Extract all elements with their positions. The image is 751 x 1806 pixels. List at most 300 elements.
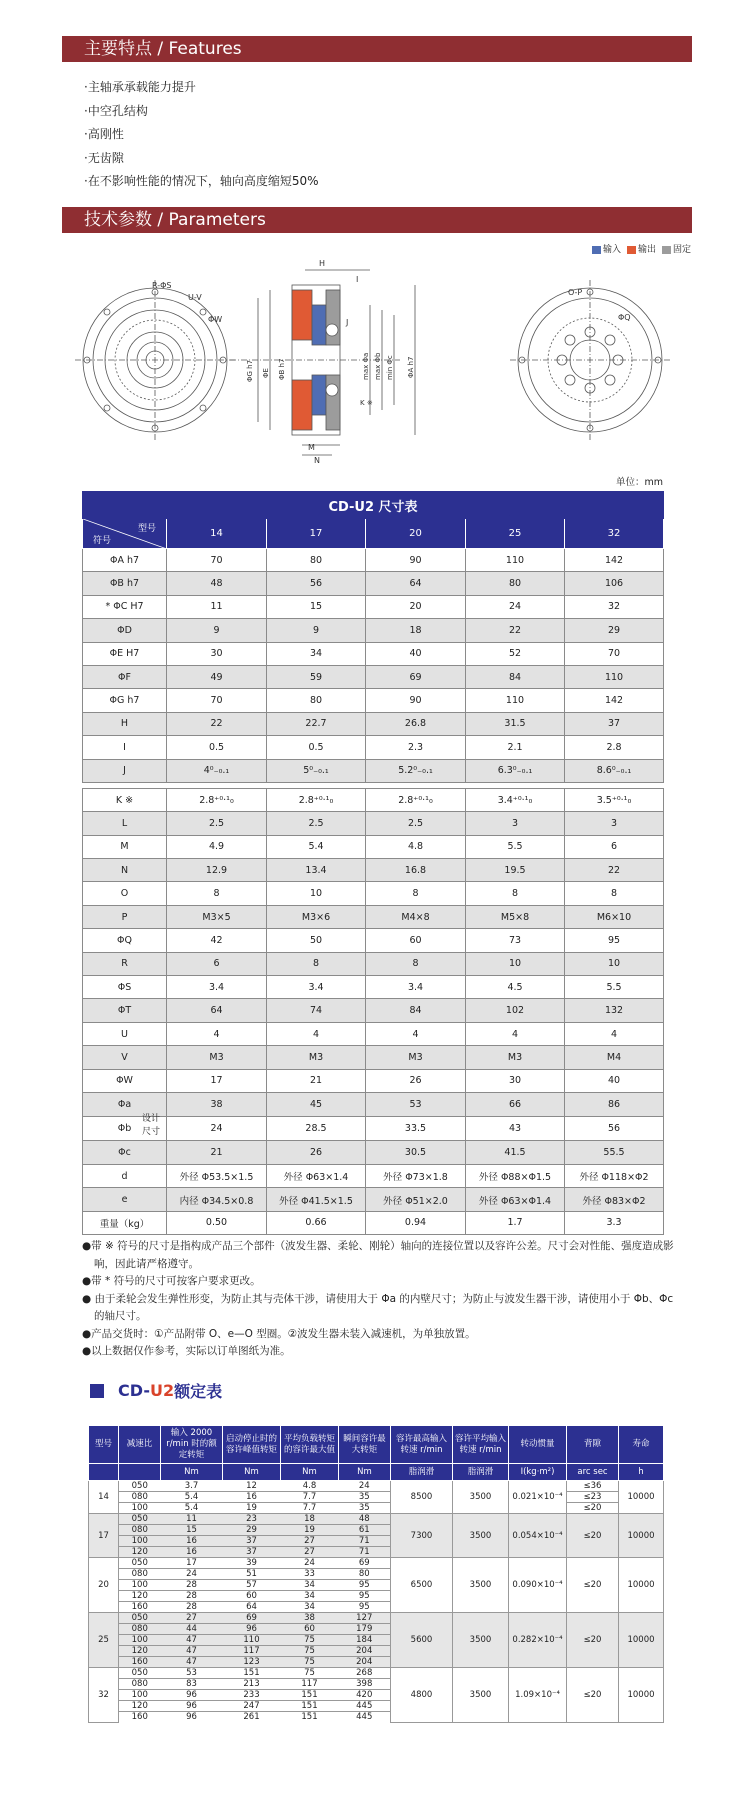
rated-inertia: 0.282×10⁻⁴ — [509, 1613, 567, 1668]
value-cell: 45 — [267, 1092, 366, 1116]
value-cell: 30.5 — [366, 1140, 466, 1164]
value-cell: 外径 Φ83×Φ2 — [565, 1188, 664, 1211]
value-cell: 29 — [565, 619, 664, 642]
symbol-cell: H — [83, 712, 167, 735]
note-item: ●带 * 符号的尺寸可按客户要求更改。 — [82, 1275, 261, 1287]
feature-item: ·无齿隙 — [84, 150, 124, 165]
value-cell: 21 — [267, 1069, 366, 1092]
rated-value: 15 — [161, 1525, 223, 1536]
value-cell: M4×8 — [366, 905, 466, 928]
rated-value: 120 — [119, 1591, 161, 1602]
value-cell: 4 — [366, 1022, 466, 1045]
rated-value: 75 — [281, 1635, 339, 1646]
value-cell: 66 — [466, 1092, 565, 1116]
corner-model-label: 型号 — [137, 524, 156, 534]
rated-value: 080 — [119, 1525, 161, 1536]
rated-backlash: ≤20 — [567, 1514, 619, 1558]
value-cell: 43 — [466, 1116, 565, 1140]
label-k: K ※ — [360, 399, 373, 407]
rated-value: 16 — [161, 1536, 223, 1547]
value-cell: 外径 Φ53.5×1.5 — [167, 1164, 267, 1187]
symbol-cell: d — [83, 1164, 167, 1187]
label-m: M — [308, 443, 315, 452]
rated-value: 050 — [119, 1514, 161, 1525]
value-cell: 74 — [267, 999, 366, 1022]
rated-value: 398 — [339, 1679, 391, 1690]
value-cell: 外径 Φ51×2.0 — [366, 1188, 466, 1211]
rated-value: 60 — [281, 1624, 339, 1635]
table-row — [83, 1022, 664, 1045]
value-cell: 10 — [565, 952, 664, 975]
rated-value: 100 — [119, 1580, 161, 1591]
symbol-cell: ΦF — [83, 665, 167, 688]
rated-title-suffix: 额定表 — [174, 1382, 223, 1401]
rated-inertia: 1.09×10⁻⁴ — [509, 1668, 567, 1723]
rated-row — [89, 1481, 664, 1492]
value-cell: 8 — [366, 882, 466, 905]
value-cell: 50 — [267, 929, 366, 952]
rated-model: 32 — [89, 1668, 119, 1723]
rated-value: 179 — [339, 1624, 391, 1635]
value-cell: 40 — [366, 642, 466, 665]
rated-header: 启动停止时的容许峰值转矩 — [223, 1426, 281, 1464]
rated-unit: Nm — [161, 1464, 223, 1481]
value-cell: M3×6 — [267, 905, 366, 928]
value-cell: 38 — [167, 1092, 267, 1116]
value-cell: M6×10 — [565, 905, 664, 928]
symbol-cell: ΦQ — [83, 929, 167, 952]
value-cell: 外径 Φ41.5×1.5 — [267, 1188, 366, 1211]
rated-value: 16 — [161, 1547, 223, 1558]
value-cell: 外径 Φ63×1.4 — [267, 1164, 366, 1187]
value-cell: 52 — [466, 642, 565, 665]
table-row — [83, 905, 664, 928]
rated-unit: 脂润滑 — [453, 1464, 509, 1481]
value-cell: 0.50 — [167, 1211, 267, 1234]
rated-header: 转动惯量 — [509, 1426, 567, 1464]
value-cell: 56 — [267, 572, 366, 595]
table-row — [83, 929, 664, 952]
table-row — [83, 952, 664, 975]
table-row — [83, 1211, 664, 1234]
rated-value: 16 — [223, 1492, 281, 1503]
design-symbol: Φb — [117, 1122, 132, 1134]
value-cell: 19.5 — [466, 859, 565, 882]
note-item: ●以上数据仅作参考，实际以订单图纸为准。 — [82, 1345, 291, 1357]
legend-label: 输出 — [637, 245, 656, 255]
value-cell: 4 — [565, 1022, 664, 1045]
rated-max-input: 4800 — [391, 1668, 453, 1723]
table-row — [83, 1092, 664, 1116]
value-cell: 26 — [366, 1069, 466, 1092]
symbol-cell: ΦE H7 — [83, 642, 167, 665]
rated-value: 34 — [281, 1580, 339, 1591]
rated-backlash: ≤36 — [567, 1481, 619, 1492]
rated-value: 213 — [223, 1679, 281, 1690]
value-cell: 3 — [565, 812, 664, 835]
table-row — [83, 572, 664, 595]
rated-value: 120 — [119, 1701, 161, 1712]
rated-value: 100 — [119, 1635, 161, 1646]
rated-inertia: 0.054×10⁻⁴ — [509, 1514, 567, 1558]
value-cell: 13.4 — [267, 859, 366, 882]
features-heading: 主要特点 / Features — [62, 36, 692, 62]
value-cell: 5⁰₋₀.₁ — [267, 759, 366, 782]
rated-value: 28 — [161, 1602, 223, 1613]
value-cell: 外径 Φ118×Φ2 — [565, 1164, 664, 1187]
rated-backlash: ≤20 — [567, 1503, 619, 1514]
value-cell: 17 — [167, 1069, 267, 1092]
label-max-a: max Φa — [362, 352, 370, 380]
feature-item: ·主轴承承载能力提升 — [84, 80, 196, 94]
rated-value: 7.7 — [281, 1492, 339, 1503]
model-header: 17 — [267, 519, 366, 549]
rated-row — [89, 1514, 664, 1525]
symbol-cell: ΦT — [83, 999, 167, 1022]
table-row — [83, 1164, 664, 1187]
symbol-cell: K ※ — [83, 788, 167, 811]
rated-value: 5.4 — [161, 1503, 223, 1514]
rated-model: 17 — [89, 1514, 119, 1558]
value-cell: 4 — [267, 1022, 366, 1045]
rated-value: 204 — [339, 1657, 391, 1668]
value-cell: M3 — [366, 1046, 466, 1069]
rated-max-input: 8500 — [391, 1481, 453, 1514]
rated-header: 型号 — [89, 1426, 119, 1464]
value-cell: 31.5 — [466, 712, 565, 735]
value-cell: 26 — [267, 1140, 366, 1164]
model-header: 32 — [565, 519, 664, 549]
label-h: H — [319, 259, 326, 268]
value-cell: 8.6⁰₋₀.₁ — [565, 759, 664, 782]
rated-header: 减速比 — [119, 1426, 161, 1464]
symbol-cell: O — [83, 882, 167, 905]
value-cell: 34 — [267, 642, 366, 665]
rated-table — [88, 1425, 664, 1723]
symbol-cell: M — [83, 835, 167, 858]
rated-value: 5.4 — [161, 1492, 223, 1503]
value-cell: 70 — [167, 689, 267, 712]
rated-life: 10000 — [619, 1558, 664, 1613]
table-row — [83, 1140, 664, 1164]
rated-avg-input: 3500 — [453, 1481, 509, 1514]
rated-backlash: ≤20 — [567, 1558, 619, 1613]
rated-value: 24 — [161, 1569, 223, 1580]
rated-value: 37 — [223, 1536, 281, 1547]
value-cell: 15 — [267, 595, 366, 618]
rated-unit: 脂润滑 — [391, 1464, 453, 1481]
value-cell: 37 — [565, 712, 664, 735]
table-row — [83, 882, 664, 905]
symbol-cell: ΦS — [83, 976, 167, 999]
design-symbol: Φa — [117, 1098, 132, 1110]
value-cell: 10 — [466, 952, 565, 975]
rated-life: 10000 — [619, 1668, 664, 1723]
value-cell: 22 — [167, 712, 267, 735]
value-cell: 4.9 — [167, 835, 267, 858]
value-cell: 42 — [167, 929, 267, 952]
rated-value: 96 — [161, 1701, 223, 1712]
rated-value: 57 — [223, 1580, 281, 1591]
rated-value: 3.7 — [161, 1481, 223, 1492]
value-cell: 3 — [466, 812, 565, 835]
rated-value: 24 — [281, 1558, 339, 1569]
rated-value: 53 — [161, 1668, 223, 1679]
label-min-c: min Φc — [386, 355, 394, 380]
value-cell: 8 — [167, 882, 267, 905]
parameters-heading: 技术参数 / Parameters — [62, 207, 692, 233]
value-cell: 4.5 — [466, 976, 565, 999]
rated-value: 47 — [161, 1646, 223, 1657]
rated-value: 117 — [281, 1679, 339, 1690]
design-symbol: Φc — [118, 1146, 131, 1158]
rated-value: 160 — [119, 1657, 161, 1668]
rated-value: 420 — [339, 1690, 391, 1701]
table-row — [83, 549, 664, 572]
feature-item: ·在不影响性能的情况下，轴向高度缩短50% — [84, 174, 319, 188]
rated-value: 35 — [339, 1503, 391, 1514]
front-view-drawing — [75, 280, 235, 440]
rated-value: 151 — [281, 1701, 339, 1712]
value-cell: 22 — [466, 619, 565, 642]
value-cell: 26.8 — [366, 712, 466, 735]
value-cell: M5×8 — [466, 905, 565, 928]
value-cell: 2.8⁺⁰·¹₀ — [267, 788, 366, 811]
value-cell: 110 — [466, 689, 565, 712]
value-cell: 22 — [565, 859, 664, 882]
legend-label: 输入 — [602, 245, 621, 255]
value-cell: 60 — [366, 929, 466, 952]
value-cell: 6 — [167, 952, 267, 975]
rated-value: 71 — [339, 1536, 391, 1547]
symbol-cell: U — [83, 1022, 167, 1045]
rated-backlash: ≤20 — [567, 1613, 619, 1668]
technical-drawings — [70, 250, 700, 475]
table-row — [83, 712, 664, 735]
value-cell: 8 — [466, 882, 565, 905]
rated-value: 75 — [281, 1657, 339, 1668]
value-cell: 10 — [267, 882, 366, 905]
value-cell: 41.5 — [466, 1140, 565, 1164]
value-cell: M3 — [167, 1046, 267, 1069]
rated-value: 96 — [223, 1624, 281, 1635]
rated-value: 28 — [161, 1580, 223, 1591]
rated-row — [89, 1492, 664, 1503]
symbol-cell: ΦA h7 — [83, 549, 167, 572]
rated-value: 80 — [339, 1569, 391, 1580]
value-cell: 3.4 — [366, 976, 466, 999]
rated-value: 44 — [161, 1624, 223, 1635]
rated-value: 96 — [161, 1712, 223, 1723]
value-cell: 8 — [366, 952, 466, 975]
rated-value: 29 — [223, 1525, 281, 1536]
rated-value: 95 — [339, 1591, 391, 1602]
rated-value: 247 — [223, 1701, 281, 1712]
rated-value: 60 — [223, 1591, 281, 1602]
value-cell: 80 — [267, 689, 366, 712]
rated-value: 151 — [281, 1690, 339, 1701]
value-cell: 69 — [366, 665, 466, 688]
rated-header: 瞬间容许最大转矩 — [339, 1426, 391, 1464]
value-cell: 2.8⁺⁰·¹₀ — [366, 788, 466, 811]
value-cell: 16.8 — [366, 859, 466, 882]
value-cell: 55.5 — [565, 1140, 664, 1164]
value-cell: 4⁰₋₀.₁ — [167, 759, 267, 782]
rated-backlash: ≤23 — [567, 1492, 619, 1503]
rated-value: 268 — [339, 1668, 391, 1679]
rated-unit: Nm — [339, 1464, 391, 1481]
value-cell: 30 — [466, 1069, 565, 1092]
note-item: ●产品交货时：①产品附带 O、e—O 型圈。②波发生器未装入减速机，为单独放置。 — [82, 1327, 476, 1340]
rated-value: 100 — [119, 1503, 161, 1514]
rated-value: 39 — [223, 1558, 281, 1569]
rated-model: 14 — [89, 1481, 119, 1514]
rated-value: 27 — [161, 1613, 223, 1624]
rated-value: 127 — [339, 1613, 391, 1624]
symbol-cell: V — [83, 1046, 167, 1069]
value-cell: 2.8 — [565, 736, 664, 759]
value-cell: 8 — [267, 952, 366, 975]
table-row — [83, 759, 664, 782]
table-row — [83, 736, 664, 759]
value-cell: 53 — [366, 1092, 466, 1116]
rated-value: 23 — [223, 1514, 281, 1525]
drawing-svg — [70, 250, 700, 475]
rated-value: 261 — [223, 1712, 281, 1723]
table-row — [83, 665, 664, 688]
table-row — [83, 835, 664, 858]
value-cell: M3 — [267, 1046, 366, 1069]
rated-avg-input: 3500 — [453, 1668, 509, 1723]
rated-value: 61 — [339, 1525, 391, 1536]
rated-value: 080 — [119, 1492, 161, 1503]
symbol-cell: R — [83, 952, 167, 975]
rated-value: 151 — [281, 1712, 339, 1723]
rated-value: 050 — [119, 1481, 161, 1492]
rated-value: 83 — [161, 1679, 223, 1690]
rated-unit: Nm — [281, 1464, 339, 1481]
rated-max-input: 7300 — [391, 1514, 453, 1558]
symbol-cell: * ΦC H7 — [83, 595, 167, 618]
rated-value: 34 — [281, 1591, 339, 1602]
label-b: ΦB h7 — [278, 358, 286, 380]
rated-value: 11 — [161, 1514, 223, 1525]
rated-value: 4.8 — [281, 1481, 339, 1492]
rated-header: 输入 2000 r/min 时的额定转矩 — [161, 1426, 223, 1464]
value-cell: 73 — [466, 929, 565, 952]
value-cell: 21 — [167, 1140, 267, 1164]
rated-value: 120 — [119, 1646, 161, 1657]
table-row — [83, 1046, 664, 1069]
table-row — [83, 642, 664, 665]
value-cell: 3.3 — [565, 1211, 664, 1234]
rated-value: 110 — [223, 1635, 281, 1646]
value-cell: 24 — [167, 1116, 267, 1140]
rated-value: 080 — [119, 1624, 161, 1635]
dim-table-title: CD-U2 尺寸表 — [83, 492, 664, 519]
model-header: 14 — [167, 519, 267, 549]
rated-value: 100 — [119, 1536, 161, 1547]
value-cell: 40 — [565, 1069, 664, 1092]
value-cell: 外径 Φ63×Φ1.4 — [466, 1188, 565, 1211]
value-cell: 5.5 — [565, 976, 664, 999]
value-cell: 48 — [167, 572, 267, 595]
value-cell: 2.1 — [466, 736, 565, 759]
rated-value: 080 — [119, 1569, 161, 1580]
value-cell: M3 — [466, 1046, 565, 1069]
value-cell: 84 — [466, 665, 565, 688]
value-cell: 80 — [267, 549, 366, 572]
value-cell: 6.3⁰₋₀.₁ — [466, 759, 565, 782]
rated-value: 123 — [223, 1657, 281, 1668]
rated-unit: Nm — [223, 1464, 281, 1481]
value-cell: 2.5 — [267, 812, 366, 835]
symbol-cell: J — [83, 759, 167, 782]
value-cell: 4 — [167, 1022, 267, 1045]
rated-value: 71 — [339, 1547, 391, 1558]
rated-value: 38 — [281, 1613, 339, 1624]
symbol-cell: ΦG h7 — [83, 689, 167, 712]
rated-value: 100 — [119, 1690, 161, 1701]
rear-view-drawing — [510, 280, 670, 440]
unit-label: 单位：mm — [615, 477, 663, 488]
value-cell: 2.5 — [167, 812, 267, 835]
symbol-cell: ΦW — [83, 1069, 167, 1092]
rated-unit — [119, 1464, 161, 1481]
value-cell: 70 — [167, 549, 267, 572]
rated-value: 48 — [339, 1514, 391, 1525]
value-cell: 11 — [167, 595, 267, 618]
rated-max-input: 5600 — [391, 1613, 453, 1668]
value-cell: 内径 Φ34.5×0.8 — [167, 1188, 267, 1211]
rated-header: 平均负载转矩的容许最大值 — [281, 1426, 339, 1464]
label-g: ΦG h7 — [246, 359, 254, 382]
rated-value: 75 — [281, 1646, 339, 1657]
value-cell: 6 — [565, 835, 664, 858]
value-cell: 30 — [167, 642, 267, 665]
rated-life: 10000 — [619, 1481, 664, 1514]
label-e: ΦE — [262, 368, 270, 378]
symbol-cell: P — [83, 905, 167, 928]
rated-value: 95 — [339, 1602, 391, 1613]
value-cell: 3.4 — [167, 976, 267, 999]
rated-value: 120 — [119, 1547, 161, 1558]
feature-item: ·中空孔结构 — [84, 103, 148, 118]
value-cell: 32 — [565, 595, 664, 618]
rated-backlash: ≤20 — [567, 1668, 619, 1723]
value-cell: 102 — [466, 999, 565, 1022]
features-list — [84, 76, 319, 194]
design-size-label: 设计尺寸 — [141, 1113, 160, 1137]
rated-value: 96 — [161, 1690, 223, 1701]
rated-max-input: 6500 — [391, 1558, 453, 1613]
table-row — [83, 1188, 664, 1211]
rated-value: 160 — [119, 1712, 161, 1723]
rated-value: 12 — [223, 1481, 281, 1492]
table-row — [83, 976, 664, 999]
rated-value: 050 — [119, 1558, 161, 1569]
value-cell: 5.2⁰₋₀.₁ — [366, 759, 466, 782]
table-row — [83, 788, 664, 811]
value-cell: 142 — [565, 549, 664, 572]
label-j: J — [346, 318, 349, 327]
rated-value: 18 — [281, 1514, 339, 1525]
value-cell: 64 — [366, 572, 466, 595]
rated-header: 寿命 — [619, 1426, 664, 1464]
rated-value: 184 — [339, 1635, 391, 1646]
note-item: ● 由于柔轮会发生弹性形变，为防止其与壳体干涉，请使用大于 Φa 的内壁尺寸；为防止与波发生器干涉，请使用小于 Φb、Φc 的轴尺寸。 — [82, 1292, 674, 1322]
rated-life: 10000 — [619, 1514, 664, 1558]
